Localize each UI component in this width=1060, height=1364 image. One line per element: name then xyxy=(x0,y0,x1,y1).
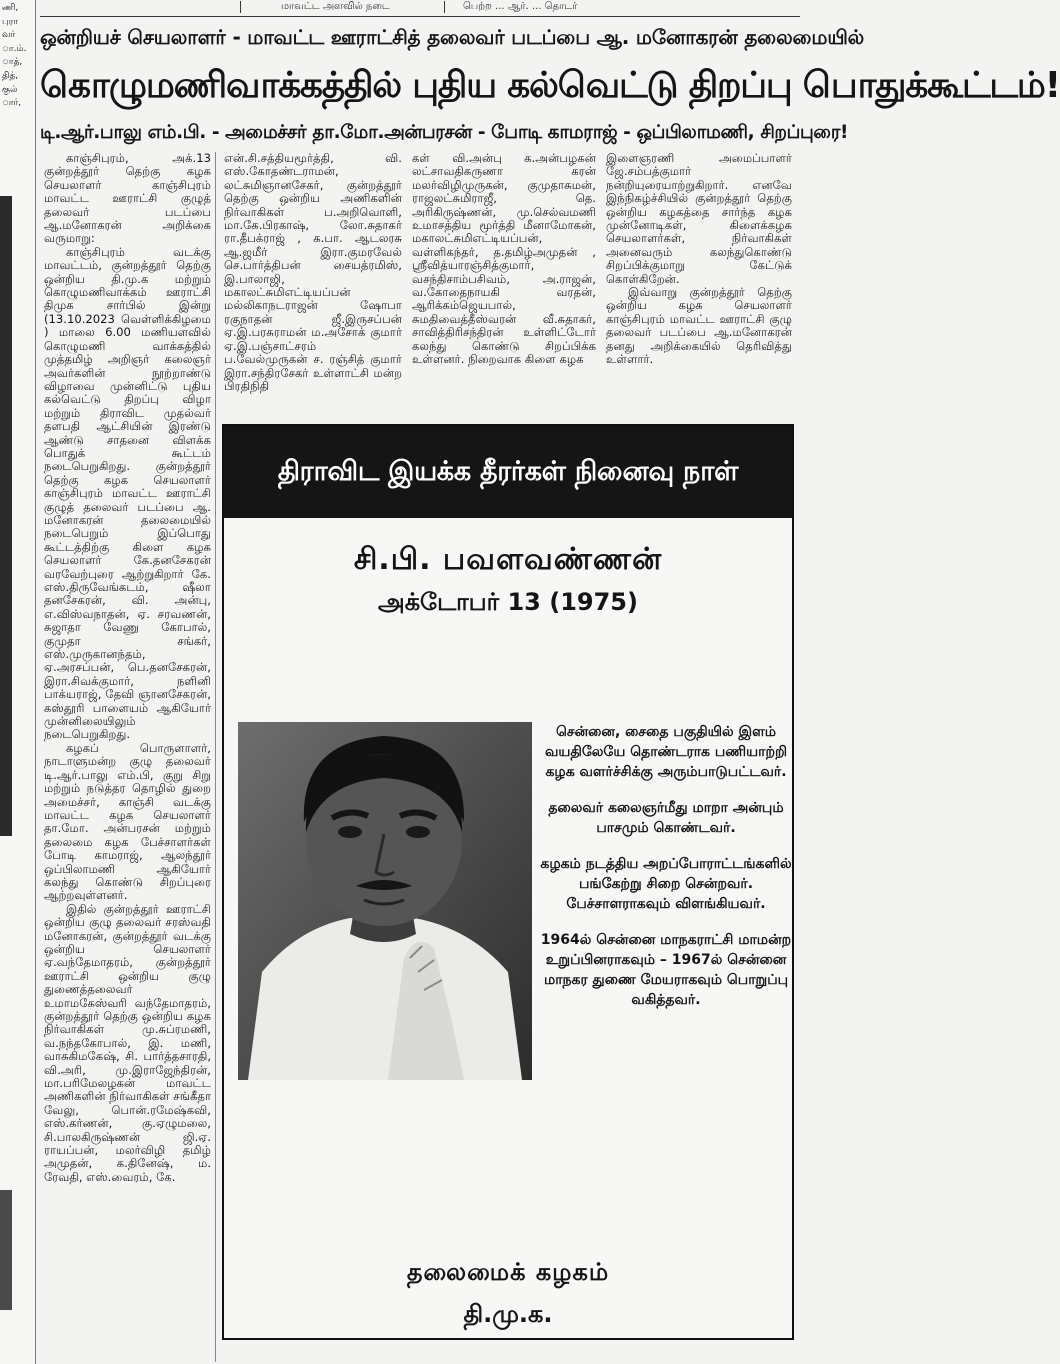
article-column-2 xyxy=(224,152,402,422)
memorial-party: தி.மு.க. xyxy=(463,1300,553,1328)
article-paragraph: காஞ்சிபுரம் வடக்கு மாவட்டம், குன்றத்தூர் தெற்கு ஒன்றிய தி.மு.க மற்றும் கொழுமணிவாக்கம் ஊராட்சி திமுக சார்பில் இன்று (13.10.2023 வெள்ளிக்கிழமை ) மாலை 6.00 மணியளவில் கொழுமணி வாக்கத்தில் முத்தமிழ் அறிஞர் கலைஞர் அவர்களின் நூற்றாண்டு விழாவை முன்னிட்டு புதிய கல்வெட்டு திறப்பு விழா மற்றும் திராவிட முதல்வர் தளபதி ஆட்சியின் இரண்டு ஆண்டு சாதனை விளக்க பொதுக் கூட்டம் நடைபெறுகிறது. குன்றத்தூர் தெற்கு கழக செயலாளர் காஞ்சிபுரம் மாவட்ட ஊராட்சி குழுத் தலைவர் படப்பை ஆ. மனோகரன் தலைமையில் நடைபெறும் இப்பொது கூட்டத்திற்கு கிளை கழக செயலாளர் கே.தனசேகரன் வரவேற்புரை ஆற்றுகிறார் கே. எஸ்.திருவேங்கடம், ஷீலா தனசேகரன், வி. அன்பு, எ.விஸ்வநாதன், ஏ. சரவணன், சுஜாதா வேணு கோபால், குமுதா சங்கர், எஸ்.முருகானந்தம், ஏ.அரசப்பன், பெ.தனசேகரன், இரா.சிவக்குமார், நளினி பாக்யராஜ், தேவி ஞானசேகரன், கஸ்தூரி பாளையம் ஆகியோர் முன்னிலையிலும் நடைபெறுகிறது. xyxy=(44,244,211,742)
memorial-paragraph: கழகம் நடத்திய அறப்போராட்டங்களில் பங்கேற்று சிறை சென்றவர். பேச்சாளராகவும் விளங்கியவர். xyxy=(540,856,792,912)
article-paragraph: என்.சி.சத்தியமூர்த்தி, வி. எஸ்.கோதண்டராமன், லட்சுமிஞானசேகர், குன்றத்தூர் தெற்கு ஒன்றிய அணிகளின் நிர்வாகிகள் ப.அறிவொளி, மா.கே.பிரகாஷ், லோ.சுதாகர் ரா.தீபக்ராஜ் , க.பா. ஆடலரசு ஆ.ஜமீர் இரா.குமரவேல் செ.பார்த்திபன் சையத்ரமிஸ், இ.பாலாஜி, மகாலட்சுமிஎட்டியப்பன் மல்லிகாநடராஜன் ஷோபா ரகுநாதன் ஜீ.இருசப்பன் ஏ.இ.பரசுராமன் ம.அசோக் குமார் ஏ.இ.பஞ்சாட்சரம் ப.வேல்முருகன் ச. ரஞ்சித் குமார் இரா.சந்திரசேகர் உள்ளாட்சி மன்ற பிரதிநிதி xyxy=(224,151,402,393)
article-paragraph: காஞ்சிபுரம், அக்.13 குன்றத்தூர் தெற்கு கழக செயலாளர் காஞ்சிபுரம் மாவட்ட ஊராட்சி குழுத் தலைவர் படப்பை ஆ.மனோகரன் அறிக்கை வருமாறு: xyxy=(44,151,211,246)
article-headline: கொழுமணிவாக்கத்தில் புதிய கல்வெட்டு திறப்பு பொதுக்கூட்டம்! xyxy=(40,65,1060,106)
gutter-line: ா.ம். xyxy=(2,43,27,54)
article-paragraph: இளைஞரணி அமைப்பாளர் ஜே.சம்பத்குமார் நன்றியுரையாற்றுகிறார். எனவே இந்நிகழ்ச்சியில் குன்றத்தூர் தெற்கு ஒன்றிய கழகத்தை சார்ந்த கழக முன்னோடிகள், கிளைக்கழக செயலாளர்கள், நிர்வாகிகள் அனைவரும் கலந்துகொண்டு சிறப்பிக்குமாறு கேட்டுக் கொள்கிறேன். xyxy=(606,151,792,286)
memorial-notice xyxy=(222,424,794,1340)
memorial-paragraph: தலைவர் கலைஞர்மீது மாறா அன்பும் பாசமும் கொண்டவர். xyxy=(548,800,784,836)
gutter-line: குல் xyxy=(2,84,18,95)
article-column-1 xyxy=(44,152,216,1362)
adjacent-page-gutter xyxy=(0,0,36,1364)
memorial-paragraph: சென்னை, சைதை பகுதியில் இளம் வயதிலேயே தொண்டராக பணியாற்றி கழக வளர்ச்சிக்கு அரும்பாடுபட்டவர். xyxy=(544,724,788,780)
top-strip xyxy=(40,0,800,17)
article-kicker: ஒன்றியச் செயலாளர் - மாவட்ட ஊராட்சித் தலைவர் படப்பை ஆ. மனோகரன் தலைமையில் xyxy=(40,25,865,49)
gutter-line: ார், xyxy=(2,98,22,109)
memorial-name: சி.பி. பவளவண்ணன் xyxy=(353,542,663,577)
gutter-line: ணி, xyxy=(2,3,19,13)
article-paragraph: கள் வி.அன்பு க.அன்பழகன் லட்சாவதிகருணா கரன் மலர்விழிமுருகன், குமுதாசுமன், ராஜலட்சுமிராஜீ, தெ. அரிகிருஷ்ணன், மு.செல்வமணி உமாசத்திய மூர்த்தி மீனாமோகன், மகாலட்சுமிஎட்டியப்பன், வள்ளிகந்தர், த.தமிழ்அமுதன் , ஸ்ரீவித்யாரஞ்சித்குமார், வசந்திசாம்பசிவம், அ.ராஜன், வ.கோதைநாயகி வரதன், ஆரிக்கம்ஜெயபால், சுமதிவைத்தீஸ்வரன் வீ.சுதாகர், சாவித்திரிசந்திரன் உள்ளிட்டோர் கலந்து கொண்டு சிறப்பிக்க உள்ளனர். நிறைவாக கிளை கழக xyxy=(412,151,596,367)
article-paragraph: கழகப் பொருளாளர், நாடாளுமன்ற குழு தலைவர் டி.ஆர்.பாலு எம்.பி, குறு சிறு மற்றும் நடுத்தர தொழில் துறை அமைச்சர், காஞ்சி வடக்கு மாவட்ட கழக செயலாளர் தா.மோ. அன்பரசன் மற்றும் தலைமை கழக பேச்சாளர்கள் போடி காமராஜ், ஆலந்தூர் ஒப்பிலாமணி ஆகியோர் கலந்து கொண்டு சிறப்புரை ஆற்றவுள்ளனர். xyxy=(44,740,211,903)
portrait-illustration xyxy=(238,722,532,1080)
gutter-line: புரா xyxy=(2,16,19,27)
article-paragraph: இதில் குன்றத்தூர் ஊராட்சி ஒன்றிய குழு தலைவர் சரஸ்வதி மனோகரன், குன்றத்தூர் வடக்கு ஒன்றிய செயலாளர் ஏ.வந்தேமாதரம், குன்றத்தூர் ஊராட்சி ஒன்றிய குழு துணைத்தலைவர் உமாமகேஸ்வரி வந்தேமாதரம், குன்றத்தூர் தெற்கு ஒன்றிய கழக நிர்வாகிகள் மு.சுப்ரமணி, வ.நந்தகோபால், இ. மணி, வாசுகிமகேஷ், சி. பார்த்தசாரதி, வி.அரி, மு.இராஜேந்திரன், மா.பரிமேலழகன் மாவட்ட அணிகளின் நிர்வாகிகள் சங்கீதா வேலு, பொன்.ரமேஷ்கவி, எஸ்.கர்ணன், கு.ஏழுமலை, சி.பாலகிருஷ்ணன் ஜி.ஏ. ராயப்பன், மலர்விழி தமிழ் அமுதன், க.தினேஷ், ம. ரேவதி, எஸ்.வைரம், கே. xyxy=(44,901,211,1184)
article-subline: டி.ஆர்.பாலு எம்.பி. - அமைச்சர் தா.மோ.அன்பரசன் - போடி காமராஜ் - ஒப்பிலாமணி, சிறப்புரை! xyxy=(40,122,849,143)
article-column-3 xyxy=(412,152,596,422)
gutter-line: வர் xyxy=(2,30,16,41)
portrait-photo xyxy=(238,722,532,1080)
gutter-text xyxy=(2,2,34,111)
memorial-date: அக்டோபர் 13 (1975) xyxy=(378,588,638,616)
gutter-dark-bar xyxy=(0,1190,12,1310)
memorial-issuer: தலைமைக் கழகம் xyxy=(406,1258,610,1286)
gutter-line: ாத், xyxy=(2,57,23,68)
top-strip-col2: பெற்ற ... ஆர். ... தொடர் xyxy=(444,1,577,13)
memorial-biography xyxy=(540,722,792,1026)
memorial-banner: திராவிட இயக்க தீரர்கள் நினைவு நாள் xyxy=(224,426,792,518)
gutter-line: தித், xyxy=(2,70,19,81)
article-column-4 xyxy=(606,152,792,422)
article-paragraph: இவ்வாறு குன்றத்தூர் தெற்கு ஒன்றிய கழக செயலாளர் காஞ்சிபுரம் மாவட்ட ஊராட்சி குழு தலைவர் படப்பை ஆ.மனோகரன் தனது அறிக்கையில் தெரிவித்து உள்ளார். xyxy=(606,285,792,367)
gutter-dark-bar xyxy=(0,196,12,836)
top-strip-col1: மாவட்ட அளவில் நடை xyxy=(240,1,440,13)
memorial-paragraph: 1964ல் சென்னை மாநகராட்சி மாமன்ற உறுப்பினராகவும் – 1967ல் சென்னை மாநகர துணை மேயராகவும் பொறுப்பு வகித்தவர். xyxy=(540,932,792,1008)
